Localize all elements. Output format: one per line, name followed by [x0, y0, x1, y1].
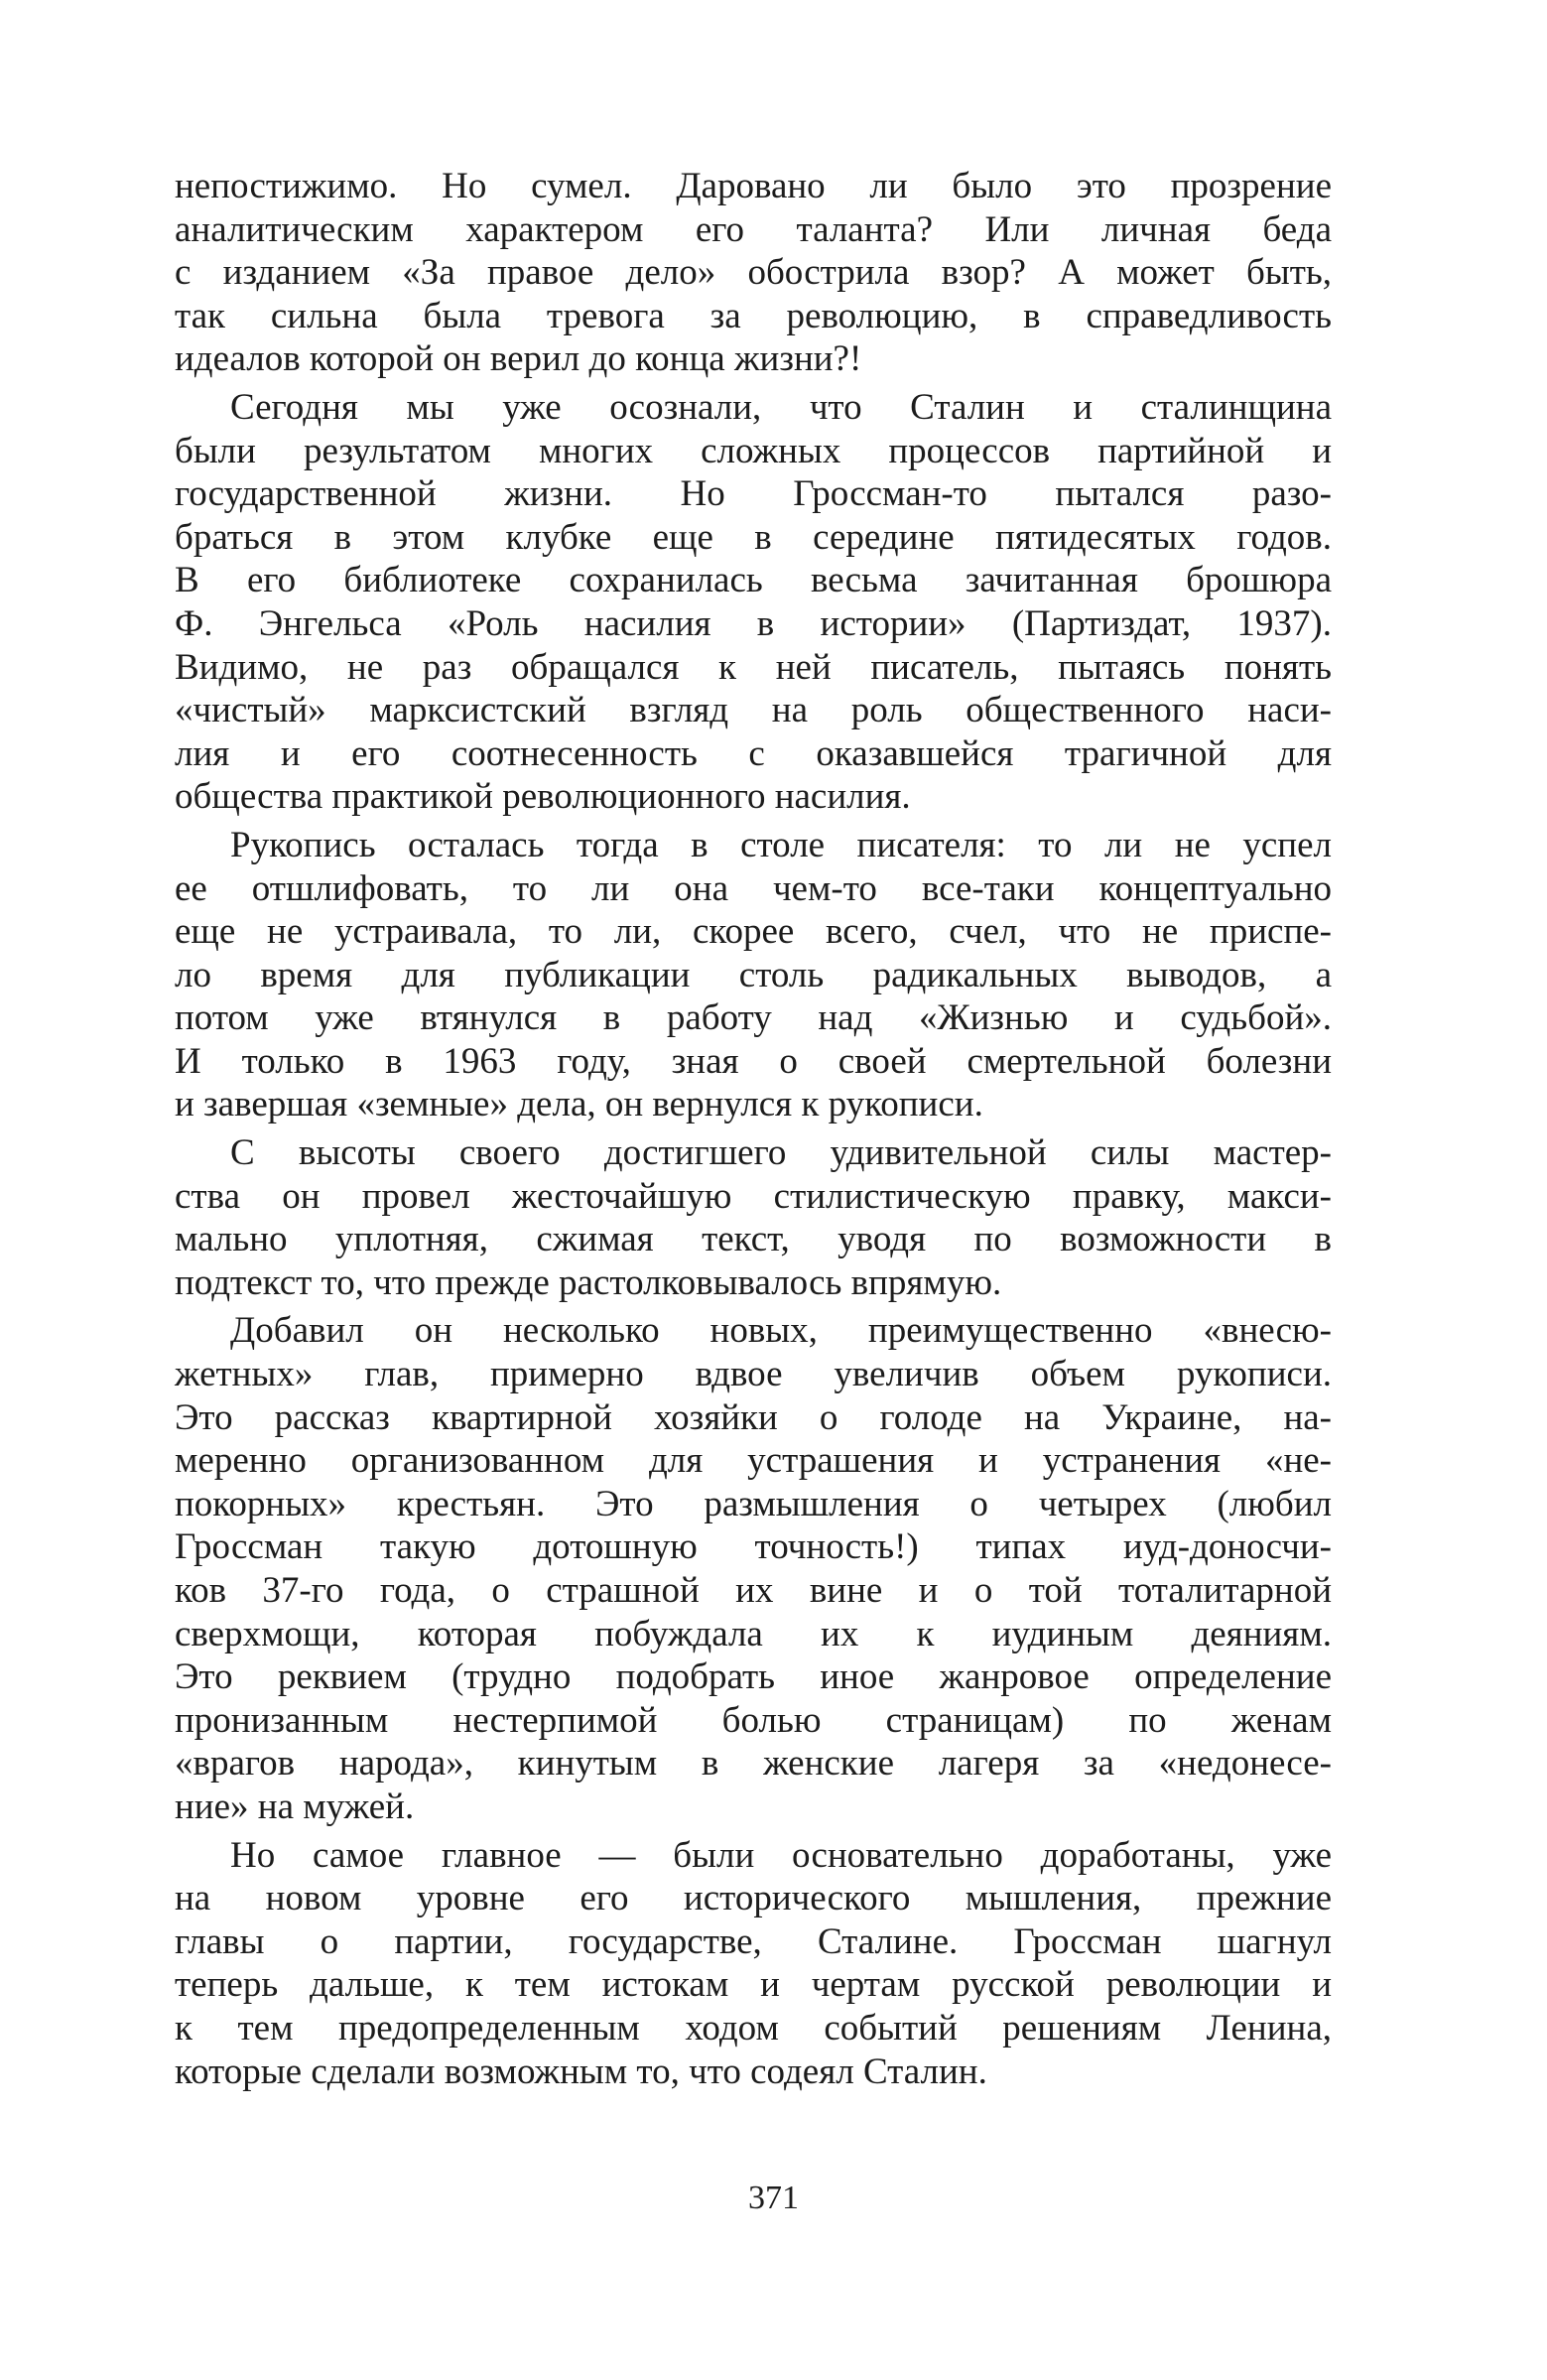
text-line: главы о партии, государстве, Сталине. Гроссман шагнул: [175, 1920, 1332, 1962]
paragraph-3: [175, 824, 1332, 1126]
text-line: Ф. Энгельса «Роль насилия в истории» (Партиздат, 1937).: [175, 602, 1332, 644]
text-line: Добавил он несколько новых, преимущественно «внесю-: [230, 1310, 1332, 1352]
text-line: идеалов которой он верил до конца жизни?!: [175, 338, 862, 380]
page-body: [175, 165, 1332, 2098]
text-line: И только в 1963 году, зная о своей смертельной болезни: [175, 1040, 1332, 1082]
text-line: непостижимо. Но сумел. Даровано ли было это прозрение: [175, 166, 1332, 206]
text-line: Рукопись осталась тогда в столе писателя: то ли не успел: [230, 824, 1332, 865]
text-line: и завершая «земные» дела, он вернулся к рукописи.: [175, 1084, 983, 1125]
text-line: ние» на мужей.: [175, 1785, 415, 1827]
text-line: с изданием «За правое дело» обострила взор? А может быть,: [175, 252, 1332, 294]
text-line: Сегодня мы уже осознали, что Сталин и сталинщина: [230, 386, 1332, 428]
text-line: еще не устраивала, то ли, скорее всего, счел, что не приспе-: [175, 911, 1332, 953]
text-line: В его библиотеке сохранилась весьма зачитанная брошюра: [175, 560, 1332, 601]
text-line: лия и его соотнесенность с оказавшейся трагичной для: [175, 732, 1332, 774]
text-line: Но самое главное — были основательно доработаны, уже: [230, 1834, 1332, 1876]
text-line: ства он провел жесточайшую стилистическую правку, макси-: [175, 1175, 1332, 1217]
text-line: мально уплотняя, сжимая текст, уводя по возможности в: [175, 1219, 1332, 1260]
text-line: «чистый» марксистский взгляд на роль общественного наси-: [175, 690, 1332, 731]
text-line: браться в этом клубке еще в середине пятидесятых годов.: [175, 516, 1332, 558]
paragraph-4: [175, 1131, 1332, 1304]
text-line: так сильна была тревога за революцию, в справедливость: [175, 295, 1332, 336]
text-line: покорных» крестьян. Это размышления о четырех (любил: [175, 1483, 1332, 1524]
text-line: были результатом многих сложных процессов партийной и: [175, 430, 1332, 471]
text-line: «врагов народа», кинутым в женские лагеря за «недонесе-: [175, 1743, 1332, 1785]
text-line: на новом уровне его исторического мышления, прежние: [175, 1878, 1332, 1919]
text-line: Гроссман такую дотошную точность!) типах иуд-доносчи-: [175, 1526, 1332, 1568]
text-line: потом уже втянулся в работу над «Жизнью и судьбой».: [175, 997, 1332, 1039]
text-line: к тем предопределенным ходом событий решениям Ленина,: [175, 2007, 1332, 2049]
text-line: Это реквием (трудно подобрать иное жанровое определение: [175, 1656, 1332, 1698]
paragraph-5: [175, 1309, 1332, 1828]
text-line: аналитическим характером его таланта? Или личная беда: [175, 208, 1332, 250]
text-line: которые сделали возможным то, что содеял Сталин.: [175, 2050, 987, 2092]
text-line: ее отшлифовать, то ли она чем-то все-таки концептуально: [175, 867, 1332, 909]
paragraph-1: [175, 165, 1332, 381]
paragraph-2: [175, 386, 1332, 819]
text-line: Это рассказ квартирной хозяйки о голоде на Украине, на-: [175, 1396, 1332, 1438]
text-line: подтекст то, что прежде растолковывалось впрямую.: [175, 1261, 1002, 1303]
text-line: пронизанным нестерпимой болью страницам) по женам: [175, 1699, 1332, 1741]
text-line: Видимо, не раз обращался к ней писатель, пытаясь понять: [175, 646, 1332, 688]
text-line: С высоты своего достигшего удивительной силы мастер-: [230, 1132, 1332, 1174]
text-line: меренно организованном для устрашения и устранения «не-: [175, 1440, 1332, 1482]
text-line: ло время для публикации столь радикальных выводов, а: [175, 954, 1332, 995]
text-line: теперь дальше, к тем истокам и чертам русской революции и: [175, 1964, 1332, 2006]
text-line: сверхмощи, которая побуждала их к иудиным деяниям.: [175, 1613, 1332, 1654]
text-line: государственной жизни. Но Гроссман-то пытался разо-: [175, 473, 1332, 515]
text-line: общества практикой революционного насилия.: [175, 776, 911, 818]
text-line: жетных» глав, примерно вдвое увеличив объем рукописи.: [175, 1354, 1332, 1395]
paragraph-6: [175, 1834, 1332, 2094]
page-number: 371: [748, 2180, 799, 2216]
text-line: ков 37-го года, о страшной их вине и о той тоталитарной: [175, 1570, 1332, 1611]
